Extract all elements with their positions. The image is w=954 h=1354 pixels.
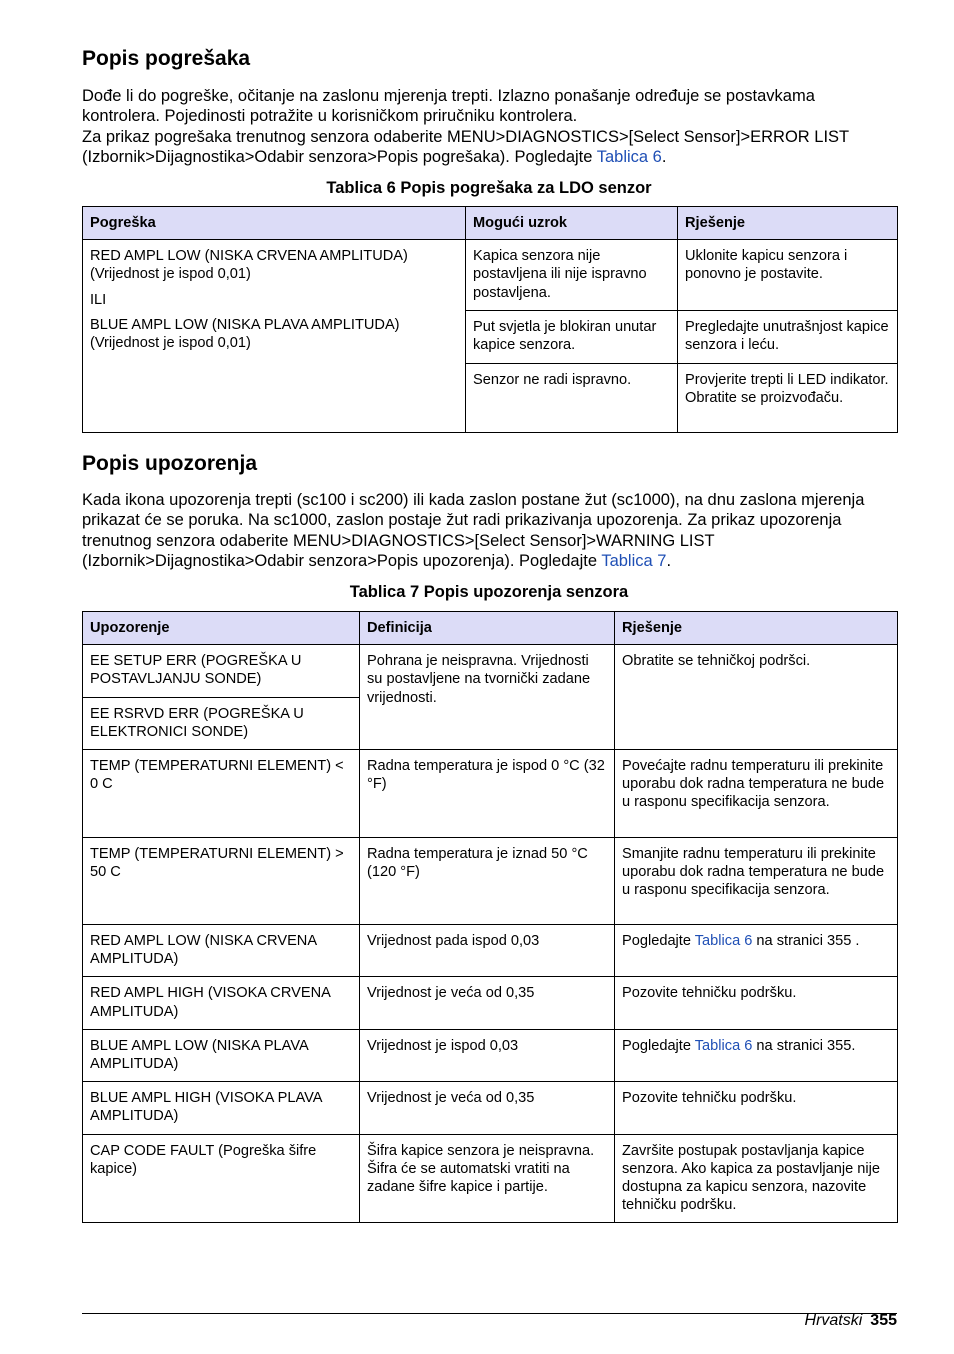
solution-text: na stranici 355 . (752, 933, 860, 950)
warnings-para-text: Kada ikona upozorenja trepti (sc100 i sc200) ili kada zaslon postane žut (sc1000), na dnu zaslona mjerenja prikazat će se poruka. Na sc1000, zaslon postaje žut radi prikazivanja upozorenja. Za prikaz upozorenja trenutnog senzora odaberite MENU>DIAGNOSTICS>[Select Sensor]>WARNING LIST (Izbornik>Dijagnostika>Odabir senzora>Popis upozorenja). Pogledajte (82, 491, 865, 570)
definition-cell: Vrijednost je veća od 0,35 (360, 977, 615, 1029)
cause-cell: Kapica senzora nije postavljena ili nije ispravno postavljena. (466, 240, 678, 311)
error-line: BLUE AMPL LOW (NISKA PLAVA AMPLITUDA) (Vrijednost je ispod 0,01) (90, 316, 400, 352)
solution-cell (615, 925, 898, 977)
error-line: RED AMPL LOW (NISKA CRVENA AMPLITUDA) (Vrijednost je ispod 0,01) (90, 248, 408, 283)
table-7-caption: Tablica 7 Popis upozorenja senzora (349, 583, 629, 601)
header-upozorenje: Upozorenje (83, 612, 360, 645)
solution-cell: Pozovite tehničku podršku. (615, 977, 898, 1029)
solution-cell: Pregledajte unutrašnjost kapice senzora i leću. (678, 311, 898, 363)
link-tablica-6[interactable]: Tablica 6 (694, 1037, 753, 1054)
solution-text: Pogledajte (622, 933, 695, 950)
errors-table (82, 206, 898, 433)
warnings-table-header (83, 612, 898, 645)
warning-cell: RED AMPL HIGH (VISOKA CRVENA AMPLITUDA) (83, 977, 360, 1029)
section-heading-warnings: Popis upozorenja (82, 452, 258, 475)
warning-cell: RED AMPL LOW (NISKA CRVENA AMPLITUDA) (83, 925, 360, 977)
header-pogreska: Pogreška (83, 207, 466, 240)
solution-cell: Završite postupak postavljanja kapice senzora. Ako kapica za postavljanje nije dostupna za kapicu senzora, nazovite tehničku podršku. (615, 1134, 898, 1223)
definition-cell: Radna temperatura je iznad 50 °C (120 °F) (360, 838, 615, 925)
warning-cell: EE RSRVD ERR (POGREŠKA U ELEKTRONICI SONDE) (83, 697, 360, 749)
solution-cell: Uklonite kapicu senzora i ponovno je postavite. (678, 240, 898, 311)
link-tablica-6[interactable]: Tablica 6 (694, 933, 753, 950)
solution-text: Pogledajte (622, 1037, 695, 1054)
warnings-table (82, 611, 898, 1223)
link-tablica-7[interactable]: Tablica 7 (601, 551, 667, 570)
cause-cell: Senzor ne radi ispravno. (466, 363, 678, 432)
table-row (83, 925, 898, 977)
cause-cell: Put svjetla je blokiran unutar kapice senzora. (466, 311, 678, 363)
warnings-intro (82, 490, 896, 571)
errors-para-2 (82, 127, 896, 168)
header-rjesenje: Rješenje (615, 612, 898, 645)
definition-cell: Vrijednost je veća od 0,35 (360, 1082, 615, 1134)
header-moguci-uzrok: Mogući uzrok (466, 207, 678, 240)
solution-cell: Povećajte radnu temperaturu ili prekinite uporabu dok radna temperatura ne bude u rasponu specifikacija senzora. (615, 750, 898, 838)
table-row (83, 1134, 898, 1223)
error-line: ILI (90, 291, 107, 308)
definition-cell: Radna temperatura je ispod 0 °C (32 °F) (360, 750, 615, 838)
error-cell (83, 240, 466, 432)
solution-cell (615, 1029, 898, 1081)
errors-para-2-text: Za prikaz pogrešaka trenutnog senzora odaberite MENU>DIAGNOSTICS>[Select Sensor]>ERROR LIST (Izbornik>Dijagnostika>Odabir senzora>Popis pogrešaka). Pogledajte (82, 127, 849, 166)
definition-cell: Vrijednost je ispod 0,03 (360, 1029, 615, 1081)
warnings-para-end: . (666, 551, 672, 570)
solution-cell: Smanjite radnu temperaturu ili prekinite uporabu dok radna temperatura ne bude u rasponu specifikacija senzora. (615, 838, 898, 925)
warnings-para (82, 490, 896, 571)
table-row (83, 838, 898, 925)
table-row (83, 750, 898, 838)
solution-cell: Pozovite tehničku podršku. (615, 1082, 898, 1134)
warning-cell: EE SETUP ERR (POGREŠKA U POSTAVLJANJU SONDE) (83, 645, 360, 697)
page-footer (805, 1312, 897, 1330)
section-heading-errors: Popis pogrešaka (82, 47, 251, 70)
link-tablica-6[interactable]: Tablica 6 (596, 147, 662, 166)
warning-cell: TEMP (TEMPERATURNI ELEMENT) < 0 C (83, 750, 360, 838)
warning-cell: TEMP (TEMPERATURNI ELEMENT) > 50 C (83, 838, 360, 925)
errors-para-1: Dođe li do pogreške, očitanje na zaslonu mjerenja trepti. Izlazno ponašanje određuje se postavkama kontrolera. Pojedinosti potražite u korisničkom priručniku kontrolera. (82, 87, 815, 126)
definition-cell: Vrijednost pada ispod 0,03 (360, 925, 615, 977)
header-definicija: Definicija (360, 612, 615, 645)
definition-cell: Šifra kapice senzora je neispravna. Šifra će se automatski vratiti na zadane šifre kapice i partije. (360, 1134, 615, 1223)
solution-cell: Obratite se tehničkoj podršci. (615, 645, 898, 750)
footer-language: Hrvatski (804, 1312, 863, 1329)
warning-cell: CAP CODE FAULT (Pogreška šifre kapice) (83, 1134, 360, 1223)
table-row (83, 1029, 898, 1081)
solution-cell: Provjerite trepti li LED indikator. Obratite se proizvođaču. (678, 363, 898, 432)
definition-cell: Pohrana je neispravna. Vrijednosti su postavljene na tvornički zadane vrijednosti. (360, 645, 615, 750)
warning-cell: BLUE AMPL LOW (NISKA PLAVA AMPLITUDA) (83, 1029, 360, 1081)
page-number: 355 (870, 1312, 897, 1329)
table-6-caption: Tablica 6 Popis pogrešaka za LDO senzor (326, 179, 652, 197)
errors-para-2-end: . (661, 147, 667, 166)
warning-cell: BLUE AMPL HIGH (VISOKA PLAVA AMPLITUDA) (83, 1082, 360, 1134)
table-row (83, 977, 898, 1029)
footer-divider (82, 1313, 897, 1314)
errors-intro (82, 86, 896, 167)
header-rjesenje: Rješenje (678, 207, 898, 240)
solution-text: na stranici 355. (752, 1037, 856, 1054)
table-row (83, 240, 898, 311)
table-row (83, 645, 898, 697)
table-row (83, 1082, 898, 1134)
errors-table-header (83, 207, 898, 240)
